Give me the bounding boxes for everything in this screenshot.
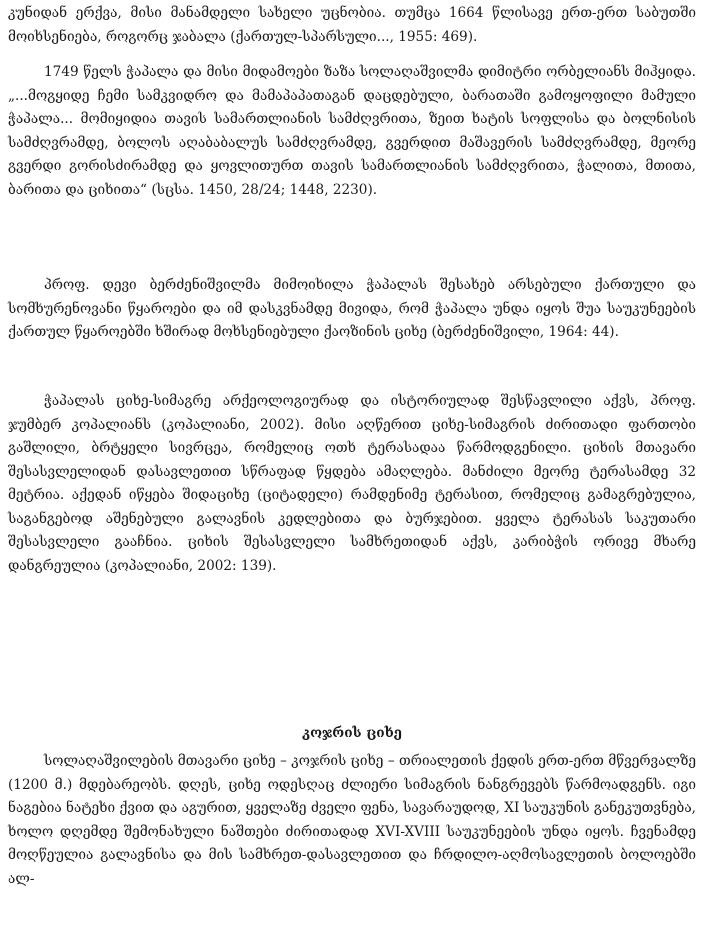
paragraph-continuation: კუნიდან ერქვა, მისი მანამდელი სახელი უცნობია. თუმცა 1664 წლისავე ერთ-ერთ საბუთში მოიხსენიება, როგორც ჯაბალა (ქართულ-სპარსული..., 1955: 469). [8, 5, 696, 45]
paragraph-1749-sale: 1749 წელს ჭაპალა და მისი მიდამოები ზაზა სოლაღაშვილმა დიმიტრი ორბელიანს მიჰყიდა. „...მოგყიდე ჩემი სამკვიდრო და მამაპაპათაგან დაცდებული, ბარათაში გამოყოფილი მამული ჭაპალა... მომიყიდია თავის სამართლიანის სამძღვრითა, ზეით ხატის სოფლისა და ბოლნისის სამძღვრამდე, ბოლოს აღაბაბალუს სამძღვრამდე, გვერდით მაშავერის სამძღვრამდე, მეორე გვერდი გორისძირამდე და ყოვლითურთ თავის სამართლიანის სამძღვრითა, ჭალითა, მთითა, ბარითა და ციხითა“ (სცსა. 1450, 28/24; 1448, 2230). [8, 64, 696, 198]
paragraph-berdzenishvili: პროფ. დევი ბერძენიშვილმა მიმოიხილა ჭაპალას შესახებ არსებული ქართული და სომხურენოვანი წყაროები და იმ დასკვნამდე მივიდა, რომ ჭაპალა უნდა იყოს შუა საუკუნეების ქართულ წყაროებში ხშირად მოხსენიებული ქაოზინის ციხე (ბერძენიშვილი, 1964: 44). [8, 277, 696, 340]
paragraph-kojori-fortress: სოლაღაშვილების მთავარი ციხე – კოჯრის ციხე – თრიალეთის ქედის ერთ-ერთ მწვერვალზე (1200 მ.) მდებარეობს. დღეს, ციხე ოდესღაც ძლიერი სიმაგრის ნანგრევებს წარმოადგენს. იგი ნაგებია ნატეხი ქვით და აგურით, ყველაზე ძველი ფენა, სავარაუდოდ, XI საუკუნის განეკუთვნება, ხოლო დღემდე შემონახული ნაშთები ძირითადად XVI-XVIII საუკუნეების უნდა იყოს. ჩვენამდე მოღწეულია გალავნისა და მის სამხრეთ-დასავლეთით და ჩრდილო-აღმოსავლეთის ბოლოებში ალ- [8, 753, 696, 887]
paragraph-fortress-description: ჭაპალას ციხე-სიმაგრე არქეოლოგიურად და ისტორიულად შესწავლილი აქვს, პროფ. ჯუმბერ კოპალიანს (კოპალიანი, 2002). მისი აღწერით ციხე-სიმაგრის ძირითადი ფართობი გაშლილი, ბრტყელი სივრცეა, რომელიც ოთხ ტერასადაა წარმოდგენილი. ციხის მთავარი შესასვლელიდან დასავლეთით სწრაფად წყდება ამაღლება. მანძილი მეორე ტერასამდე 32 მეტრია. აქედან იწყება შიდაციხე (ციტადელი) რამდენიმე ტერასით, რომელიც გამაგრებულია, საგანგებოდ აშენებული გალავნის კედლებითა და ბურჯებით. ყველა ტერასას საკუთარი შესასვლელი გააჩნია. ციხის შესასვლელი სამხრეთიდან აქვს, კარიბჭის ორივე მხარე დანგრეულია (კოპალიანი, 2002: 139). [8, 393, 696, 574]
section-heading: კოჯრის ციხე [301, 725, 403, 741]
